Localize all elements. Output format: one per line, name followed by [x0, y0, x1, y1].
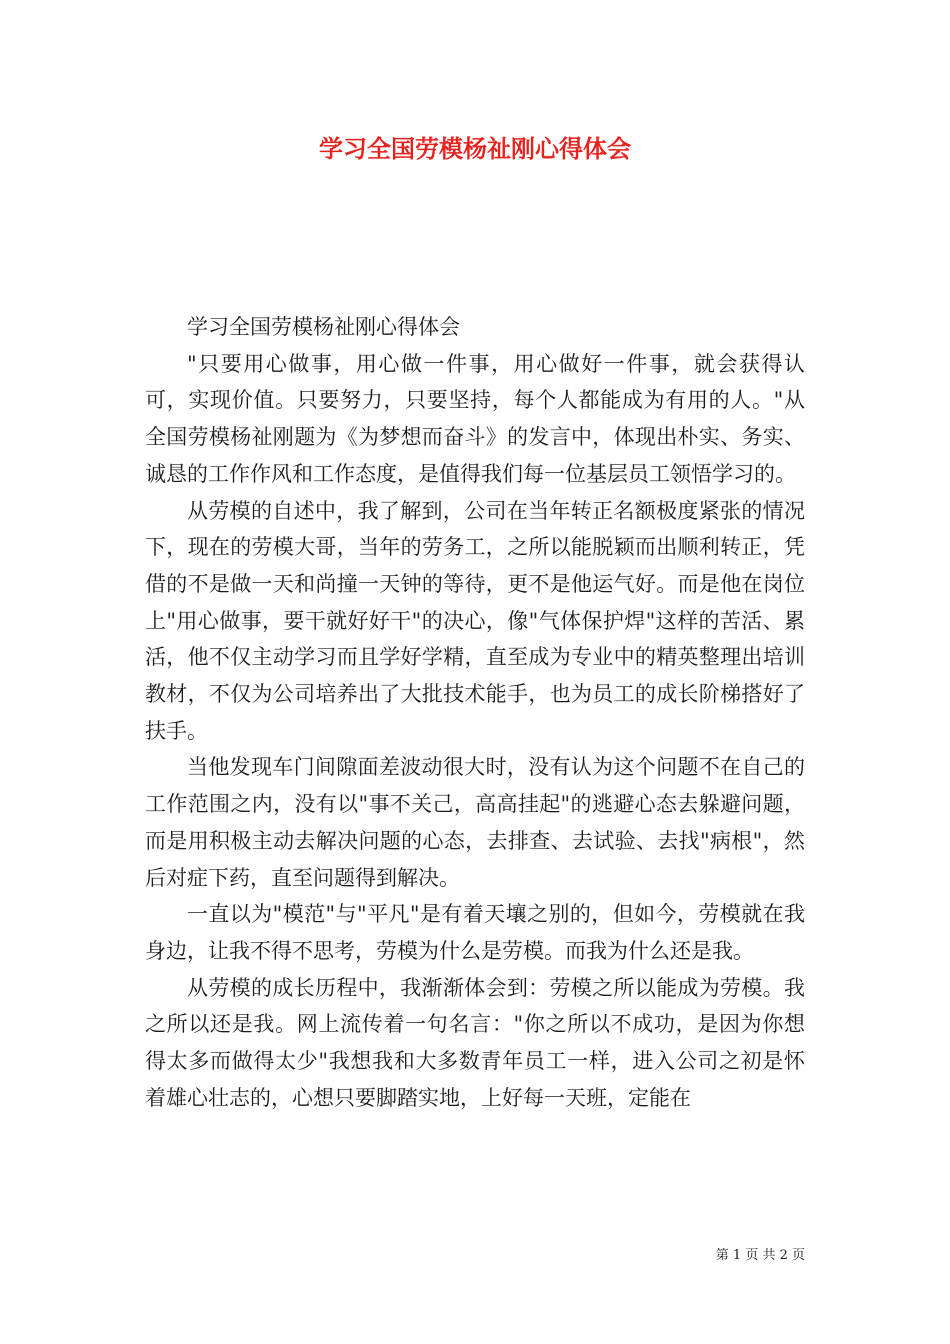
- paragraph: 当他发现车门间隙面差波动很大时，没有认为这个问题不在自己的工作范围之内，没有以"事不关己，高高挂起"的逃避心态去躲避问题，而是用积极主动去解决问题的心态，去排查、去试验、去找"病根"，然后对症下药，直至问题得到解决。: [145, 755, 805, 890]
- paragraph-heading: 学习全国劳模杨祉刚心得体会: [187, 315, 460, 339]
- page-number: 第 1 页 共 2 页: [715, 1248, 805, 1263]
- paragraph: "只要用心做事，用心做一件事，用心做好一件事，就会获得认可，实现价值。只要努力，只要坚持，每个人都能成为有用的人。"从全国劳模杨祉刚题为《为梦想而奋斗》的发言中，体现出朴实、务实、诚恳的工作作风和工作态度，是值得我们每一位基层员工领悟学习的。: [145, 351, 805, 486]
- paragraph: 从劳模的自述中，我了解到，公司在当年转正名额极度紧张的情况下，现在的劳模大哥，当年的劳务工，之所以能脱颖而出顺利转正，凭借的不是做一天和尚撞一天钟的等待，更不是他运气好。而是他在岗位上"用心做事，要干就好好干"的决心，像"气体保护焊"这样的苦活、累活，他不仅主动学习而且学好学精，直至成为专业中的精英整理出培训教材，不仅为公司培养出了大批技术能手，也为员工的成长阶梯搭好了扶手。: [145, 498, 805, 743]
- paragraph: 一直以为"模范"与"平凡"是有着天壤之别的，但如今，劳模就在我身边，让我不得不思考，劳模为什么是劳模。而我为什么还是我。: [145, 902, 805, 963]
- page-title: 学习全国劳模杨祉刚心得体会: [319, 135, 631, 163]
- document-body: [145, 309, 805, 1116]
- paragraph: 从劳模的成长历程中，我渐渐体会到：劳模之所以能成为劳模。我之所以还是我。网上流传着一句名言："你之所以不成功，是因为你想得太多而做得太少"我想我和大多数青年员工一样，进入公司之初是怀着雄心壮志的，心想只要脚踏实地，上好每一天班，定能在: [145, 975, 805, 1110]
